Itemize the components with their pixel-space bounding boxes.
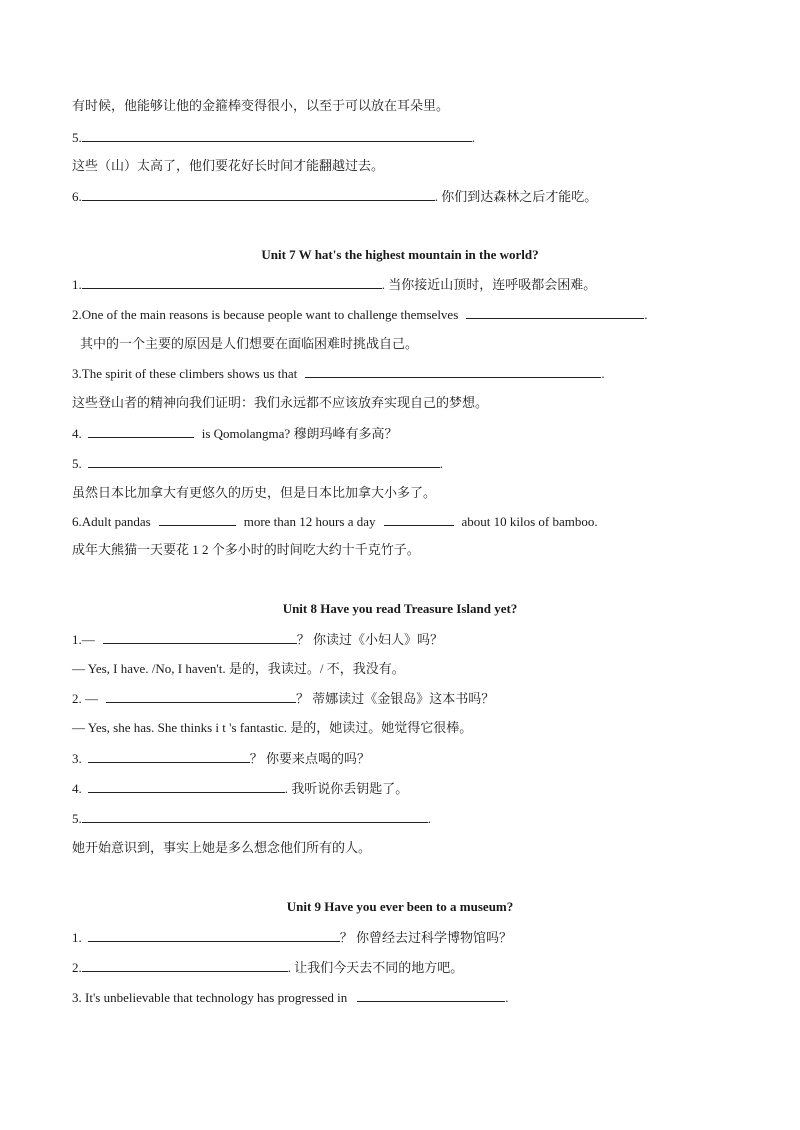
u9-question-3 [72,988,509,1007]
answer-blank[interactable] [305,364,601,378]
question-number: 1. [72,277,82,292]
u8-question-3 [72,749,370,768]
sentence-line [72,839,371,857]
u7-question-1 [72,275,596,294]
punctuation: . [439,456,443,471]
question-5 [72,128,475,147]
question-number: 5. [72,130,82,145]
answer-blank[interactable] [466,305,644,319]
chinese-sentence: 这些（山）太高了，他们要花好长时间才能翻越过去。 [72,158,385,173]
punctuation: . [601,366,605,381]
answer-blank[interactable] [82,958,288,972]
chinese-sentence: 成年大熊猫一天要花 1 2 个多小时的时间吃大约十千克竹子。 [72,542,420,557]
chinese-sentence: 其中的一个主要的原因是人们想要在面临困难时挑战自己。 [80,336,419,351]
unit7-title: Unit 7 W hat's the highest mountain in the world? [261,247,539,262]
u7-question-4 [72,424,397,443]
question-6 [72,187,597,206]
answer-blank[interactable] [106,689,296,703]
question-tail: . 让我们今天去不同的地方吧。 [287,960,464,975]
answer-blank[interactable] [88,454,440,468]
answer-blank[interactable] [88,779,285,793]
answer-blank[interactable] [82,128,472,142]
question-tail: . 我听说你丢钥匙了。 [284,781,409,796]
question-text: more than 12 hours a day [243,514,376,529]
u9-question-2 [72,958,463,977]
question-text: 3.The spirit of these climbers shows us that [72,366,298,381]
answer-text: — Yes, I have. /No, I haven't. 是的，我读过。/ 不，我没有。 [72,661,405,676]
question-tail: . 当你接近山顶时，连呼吸都会困难。 [381,277,597,292]
answer-blank[interactable] [82,187,435,201]
sentence-line [72,97,449,115]
u7-question-3 [72,364,605,383]
u8-question-5 [72,809,431,828]
u7-question-5 [72,454,443,473]
chinese-sentence: 虽然日本比加拿大有更悠久的历史，但是日本比加拿大小多了。 [72,485,437,500]
question-number: 1.— [72,632,95,647]
question-text: 6.Adult pandas [72,514,151,529]
question-number: 6. [72,189,82,204]
sentence-line [72,394,488,412]
unit8-title: Unit 8 Have you read Treasure Island yet? [282,601,518,616]
question-number: 2. — [72,691,98,706]
answer-text: — Yes, she has. She thinks i t 's fantastic. 是的，她读过。她觉得它很棒。 [72,720,473,735]
punctuation: . [471,130,475,145]
sentence-line [72,541,420,559]
u8-answer-2 [72,719,472,737]
question-tail: ？ 你读过《小妇人》吗？ [296,632,444,647]
unit9-title: Unit 9 Have you ever been to a museum? [286,899,514,914]
question-tail: ？ 你曾经去过科学博物馆吗？ [339,930,513,945]
answer-blank[interactable] [88,424,194,438]
answer-blank[interactable] [82,809,428,823]
sentence-line [72,157,384,175]
question-number: 5. [72,456,82,471]
u9-question-1 [72,928,512,947]
question-tail: ？ 蒂娜读过《金银岛》这本书吗？ [296,691,495,706]
answer-blank[interactable] [357,988,505,1002]
question-number: 1. [72,930,82,945]
answer-blank[interactable] [88,928,340,942]
answer-blank[interactable] [103,630,297,644]
answer-blank[interactable] [384,512,454,526]
question-number: 2. [72,960,82,975]
chinese-sentence: 这些登山者的精神向我们证明：我们永远都不应该放弃实现自己的梦想。 [72,395,489,410]
question-text: about 10 kilos of bamboo. [461,514,598,529]
question-number: 3. [72,751,82,766]
chinese-sentence: 她开始意识到，事实上她是多么想念他们所有的人。 [72,840,372,855]
question-number: 4. [72,781,82,796]
question-text: 3. It's unbelievable that technology has progressed in [72,990,348,1005]
chinese-sentence: 有时候，他能够让他的金箍棒变得很小，以至于可以放在耳朵里。 [72,98,450,113]
question-tail: is Qomolangma? 穆朗玛峰有多高？ [201,426,398,441]
answer-blank[interactable] [88,749,250,763]
answer-blank[interactable] [159,512,236,526]
sentence-line [80,335,418,353]
answer-blank[interactable] [82,275,382,289]
u7-question-6 [72,512,598,531]
question-text: 2.One of the main reasons is because people want to challenge themselves [72,307,459,322]
question-tail: ？ 你要来点喝的吗？ [249,751,371,766]
question-number: 4. [72,426,82,441]
punctuation: . [505,990,509,1005]
question-tail: . 你们到达森林之后才能吃。 [434,189,598,204]
punctuation: . [644,307,648,322]
punctuation: . [427,811,431,826]
sentence-line [72,484,436,502]
u8-question-2 [72,689,494,708]
question-number: 5. [72,811,82,826]
u7-question-2 [72,305,648,324]
u8-question-4 [72,779,408,798]
u8-question-1 [72,630,443,649]
u8-answer-1 [72,660,405,678]
